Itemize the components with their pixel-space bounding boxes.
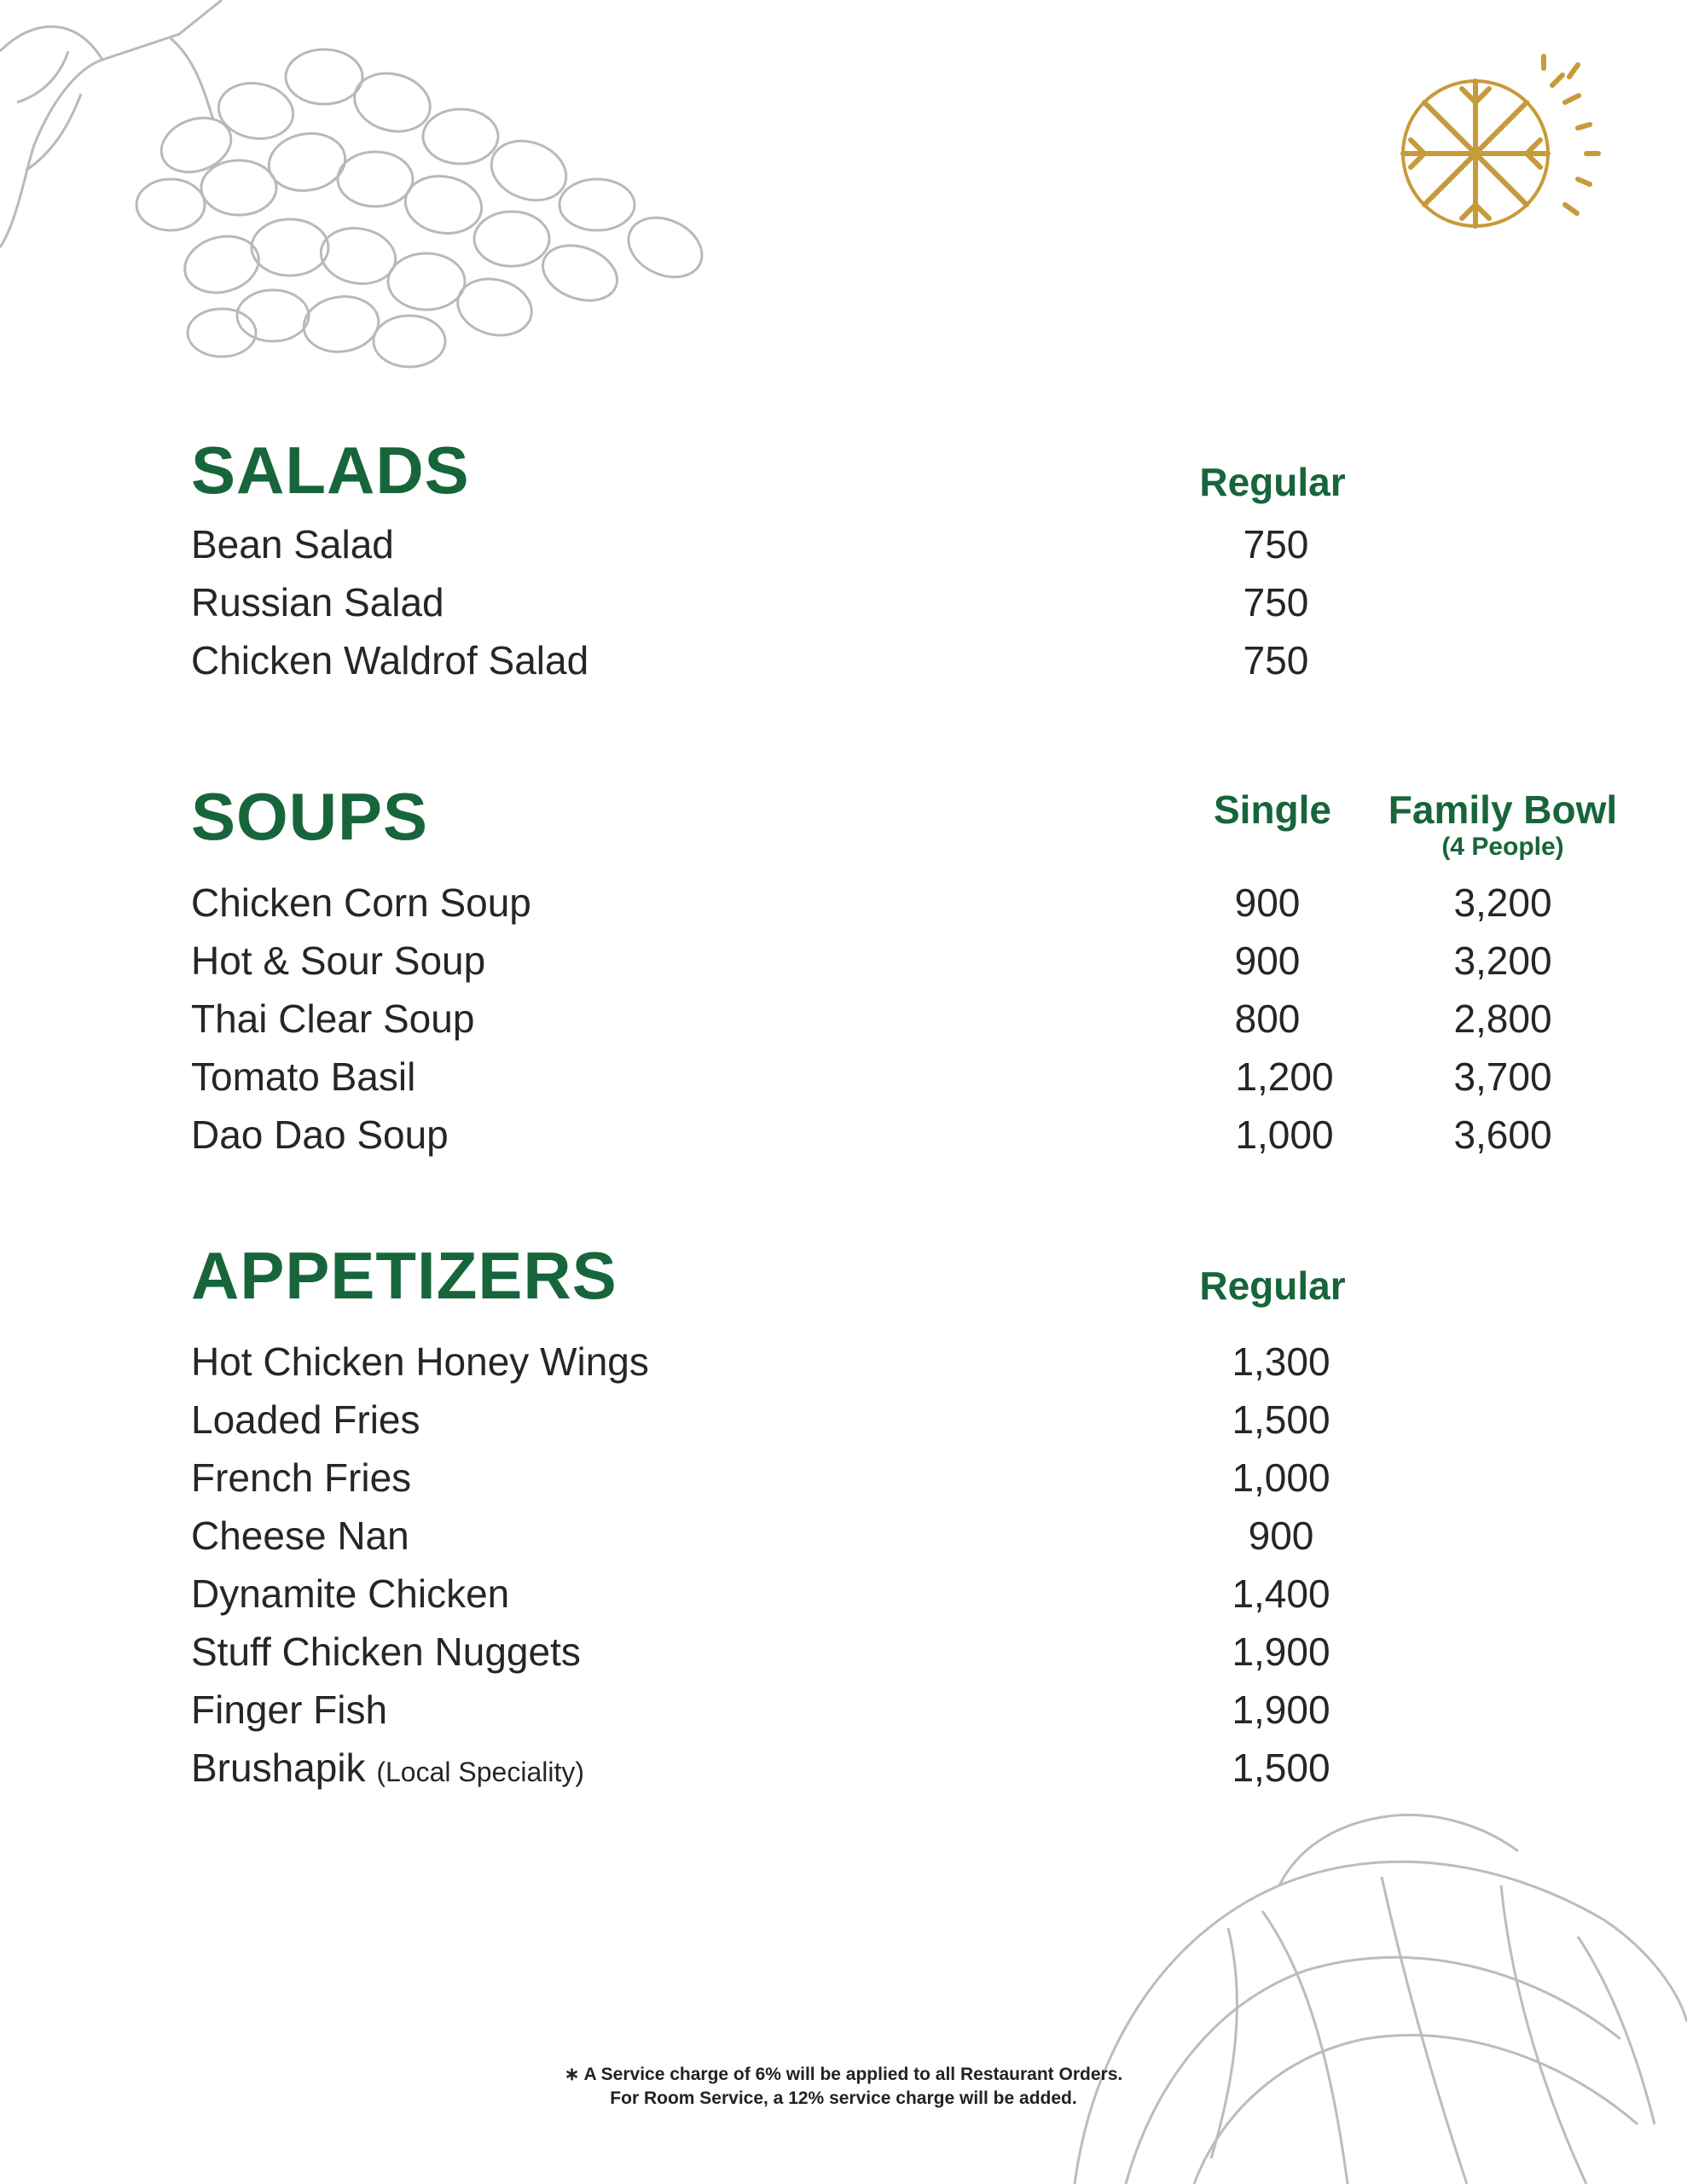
- soups-col-family-label: Family Bowl: [1388, 787, 1618, 832]
- section-title-salads: SALADS: [191, 433, 470, 508]
- gold-logo-icon: [1373, 51, 1612, 256]
- price-single: 1,000: [1235, 1112, 1334, 1157]
- price-single: 1,200: [1235, 1054, 1334, 1099]
- soups-col-family-note: (4 People): [1441, 833, 1564, 861]
- item-name: Hot Chicken Honey Wings: [191, 1339, 649, 1384]
- item-name: Russian Salad: [191, 580, 444, 624]
- item-name: Dao Dao Soup: [191, 1112, 449, 1157]
- item-name: Stuff Chicken Nuggets: [191, 1629, 581, 1674]
- section-title-appetizers: APPETIZERS: [191, 1238, 617, 1313]
- service-charge-line-2: For Room Service, a 12% service charge will be added.: [610, 2088, 1077, 2108]
- price-family: 3,700: [1453, 1054, 1552, 1099]
- item-note: (Local Speciality): [376, 1757, 584, 1787]
- item-name: French Fries: [191, 1455, 412, 1500]
- menu-row: [0, 1336, 1687, 1387]
- menu-row: [0, 1394, 1687, 1445]
- menu-row: [0, 519, 1687, 570]
- soups-col-single: Single: [1213, 787, 1332, 832]
- menu-row: [0, 1626, 1687, 1677]
- price-family: 2,800: [1453, 996, 1552, 1041]
- service-charge-note: [502, 2063, 1185, 2111]
- menu-row: [0, 1510, 1687, 1561]
- item-name: Chicken Corn Soup: [191, 880, 531, 925]
- price-regular: 750: [1243, 580, 1309, 624]
- item-name: Loaded Fries: [191, 1397, 420, 1442]
- price-regular: 750: [1243, 638, 1309, 682]
- item-name: Tomato Basil: [191, 1054, 416, 1099]
- item-name: Hot & Sour Soup: [191, 938, 486, 983]
- salads-col-regular: Regular: [1199, 460, 1346, 504]
- menu-row: [0, 577, 1687, 628]
- section-title-soups: SOUPS: [191, 779, 429, 854]
- price-family: 3,200: [1453, 938, 1552, 983]
- menu-row: [0, 1568, 1687, 1619]
- price-regular: 900: [1248, 1513, 1314, 1558]
- service-charge-line-1: ∗ A Service charge of 6% will be applied to all Restaurant Orders.: [564, 2065, 1123, 2084]
- price-regular: 1,500: [1232, 1397, 1330, 1442]
- price-family: 3,600: [1453, 1112, 1552, 1157]
- menu-row: [0, 877, 1687, 928]
- item-name: Thai Clear Soup: [191, 996, 475, 1041]
- appetizers-col-regular: Regular: [1199, 1263, 1346, 1308]
- price-regular: 1,900: [1232, 1687, 1330, 1732]
- menu-row: [0, 1109, 1687, 1160]
- price-regular: 1,500: [1232, 1745, 1330, 1790]
- price-single: 900: [1234, 880, 1301, 925]
- price-regular: 1,900: [1232, 1629, 1330, 1674]
- item-name-text: Brushapik: [191, 1745, 366, 1790]
- item-name: [191, 1742, 584, 1798]
- price-single: 900: [1234, 938, 1301, 983]
- price-single: 800: [1234, 996, 1301, 1041]
- item-name: Finger Fish: [191, 1687, 388, 1732]
- price-regular: 1,400: [1232, 1571, 1330, 1616]
- item-name: Bean Salad: [191, 522, 394, 566]
- price-regular: 750: [1243, 522, 1309, 566]
- menu-row: [0, 993, 1687, 1044]
- menu-row: [0, 1452, 1687, 1503]
- menu-row: [0, 1684, 1687, 1735]
- soups-col-family: [1375, 787, 1631, 861]
- price-regular: 1,300: [1232, 1339, 1330, 1384]
- menu-row: [0, 1742, 1687, 1793]
- price-regular: 1,000: [1232, 1455, 1330, 1500]
- item-name: Chicken Waldrof Salad: [191, 638, 589, 682]
- menu-row: [0, 1051, 1687, 1102]
- item-name: Cheese Nan: [191, 1513, 409, 1558]
- menu-row: [0, 635, 1687, 686]
- menu-row: [0, 935, 1687, 986]
- price-family: 3,200: [1453, 880, 1552, 925]
- item-name: Dynamite Chicken: [191, 1571, 510, 1616]
- grapes-illustration-icon: [0, 0, 751, 375]
